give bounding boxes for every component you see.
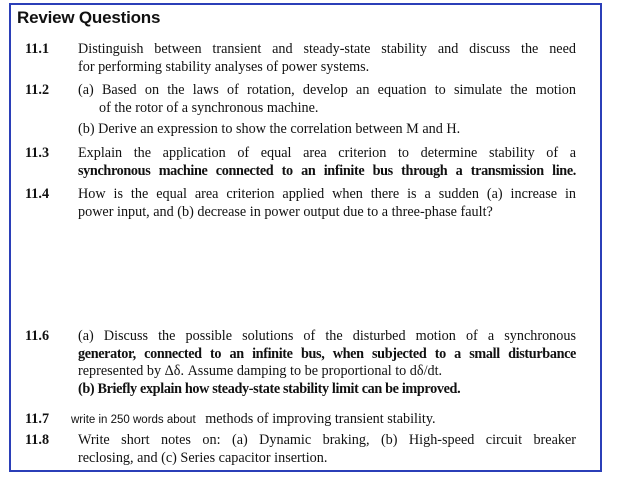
handwritten-prefix: write in 250 words about [71, 414, 196, 426]
review-questions-box [9, 3, 602, 472]
question-line: synchronous machine connected to an infinite bus through a transmission line. [78, 162, 576, 179]
question-line: Explain the application of equal area criterion to determine stability of a [78, 145, 576, 161]
question-line: represented by Δδ. Assume damping to be proportional to dδ/dt. [78, 363, 443, 379]
question-line: (a) Discuss the possible solutions of the disturbed motion of a synchronous [78, 328, 576, 344]
question-line: reclosing, and (c) Series capacitor insertion. [78, 449, 328, 466]
question-line: How is the equal area criterion applied when there is a sudden (a) increase in [78, 186, 576, 202]
question-number: 11.7 [25, 411, 50, 427]
section-heading: Review Questions [17, 8, 161, 27]
question-line: generator, connected to an infinite bus, when subjected to a small disturbance [78, 345, 576, 362]
question-line: (b) Derive an expression to show the correlation between M and H. [78, 121, 461, 137]
question-line: for performing stability analyses of power systems. [78, 58, 370, 75]
question-line: power input, and (b) decrease in power output due to a three-phase fault? [78, 203, 493, 220]
question-number: 11.3 [25, 145, 50, 161]
question-line: Distinguish between transient and steady-state stability and discuss the need [78, 41, 576, 57]
question-line: (b) Briefly explain how steady-state stability limit can be improved. [78, 380, 461, 397]
question-number: 11.4 [25, 186, 50, 202]
question-line: (a) Based on the laws of rotation, develop an equation to simulate the motion [78, 82, 576, 98]
question-number: 11.8 [25, 432, 50, 448]
question-line: Write short notes on: (a) Dynamic braking, (b) High-speed circuit breaker [78, 432, 576, 448]
question-number: 11.1 [25, 41, 50, 57]
question-number: 11.2 [25, 82, 50, 98]
question-number: 11.6 [25, 328, 50, 344]
question-line: of the rotor of a synchronous machine. [99, 99, 319, 116]
question-line: methods of improving transient stability. [205, 411, 436, 427]
